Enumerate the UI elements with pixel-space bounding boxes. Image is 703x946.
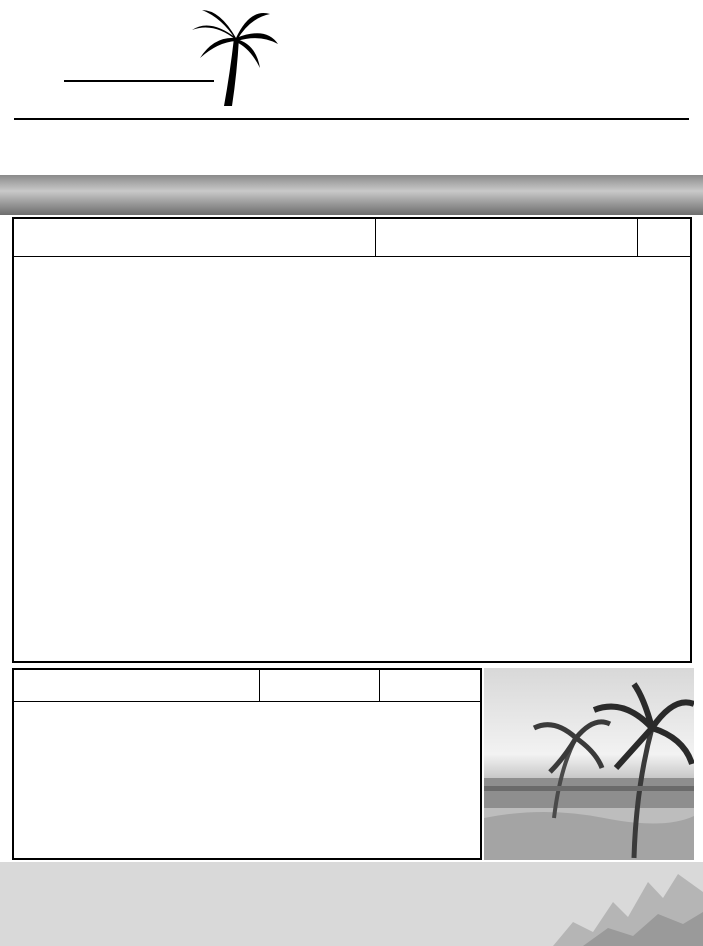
palm-tree-icon xyxy=(190,8,280,108)
route-table-header xyxy=(14,670,480,702)
banner xyxy=(0,175,703,215)
blue-coast-logo xyxy=(30,8,280,108)
beach-scene-image xyxy=(484,668,694,860)
date-header xyxy=(260,670,380,701)
beach-palm-photo xyxy=(484,668,694,860)
branch-list xyxy=(14,118,689,173)
table-header xyxy=(14,219,690,257)
hainan-package-table xyxy=(12,217,692,663)
header xyxy=(0,0,703,118)
contact-footer xyxy=(0,862,703,946)
mountain-landscape-image xyxy=(553,862,703,946)
price-header xyxy=(380,670,480,701)
table-title xyxy=(14,219,376,256)
price-header xyxy=(638,219,690,256)
table-subtitle xyxy=(376,219,638,256)
route-header xyxy=(14,670,260,701)
route-table xyxy=(12,668,482,860)
